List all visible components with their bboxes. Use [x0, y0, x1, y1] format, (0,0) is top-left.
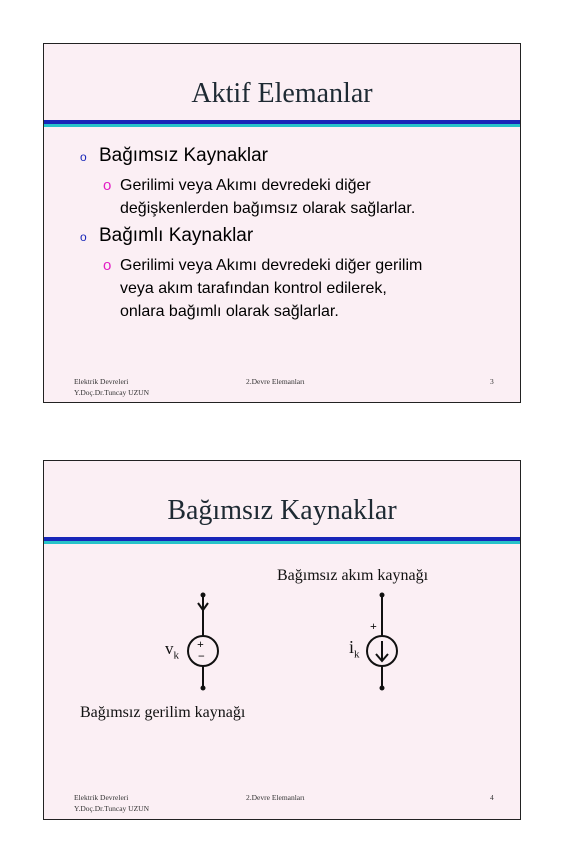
- bullet-text: Bağımsız Kaynaklar: [99, 145, 268, 166]
- hollow-circle-bullet-icon: o: [103, 177, 112, 194]
- minus-sign: −: [198, 649, 205, 663]
- sub-bullet-line: değişkenlerden bağımsız olarak sağlarlar.: [120, 200, 416, 217]
- current-source-label: Bağımsız akım kaynağı: [277, 567, 429, 584]
- bullet-bagimsiz-kaynaklar: [80, 145, 268, 167]
- footer-chapter: 2.Devre Elemanları: [246, 377, 305, 386]
- title-divider-cyan: [44, 541, 520, 544]
- bullet-bagimli-kaynaklar: [80, 225, 253, 247]
- sub-bullet-line: Gerilimi veya Akımı devredeki diğer gerilim: [120, 257, 423, 274]
- plus-sign: +: [370, 619, 377, 633]
- slide-aktif-elemanlar: [43, 43, 521, 403]
- footer-page-number: 4: [490, 793, 494, 802]
- sub-bullet-bagimli: [103, 254, 422, 323]
- voltage-symbol-sub: k: [173, 649, 179, 662]
- slide-title: Aktif Elemanlar: [191, 78, 373, 109]
- footer-course: Elektrik Devreleri: [74, 793, 129, 802]
- current-symbol-main: i: [349, 637, 355, 657]
- footer-author: Y.Doç.Dr.Tuncay UZUN: [74, 804, 149, 813]
- footer-course: Elektrik Devreleri: [74, 377, 129, 386]
- current-variable: [349, 637, 360, 661]
- voltage-source-label: Bağımsız gerilim kaynağı: [80, 704, 246, 721]
- circle-bullet-icon: o: [80, 230, 87, 244]
- sub-bullet-bagimsiz: [103, 174, 415, 220]
- footer-author: Y.Doç.Dr.Tuncay UZUN: [74, 388, 149, 397]
- hollow-circle-bullet-icon: o: [103, 257, 112, 274]
- slide-title: Bağımsız Kaynaklar: [167, 495, 397, 526]
- current-symbol-sub: k: [354, 648, 360, 661]
- footer-chapter: 2.Devre Elemanları: [246, 793, 305, 802]
- circle-bullet-icon: o: [80, 150, 87, 164]
- voltage-symbol-main: v: [165, 639, 174, 658]
- current-source-icon: [362, 592, 402, 692]
- sub-bullet-line: veya akım tarafından kontrol edilerek,: [120, 280, 387, 297]
- sub-bullet-line: onlara bağımlı olarak sağlarlar.: [120, 303, 339, 320]
- bullet-text: Bağımlı Kaynaklar: [99, 225, 254, 246]
- footer-left: [74, 792, 149, 814]
- voltage-variable: [165, 639, 179, 661]
- footer-left: [74, 376, 149, 398]
- title-divider-cyan: [44, 124, 520, 127]
- slide-bagimsiz-kaynaklar: [43, 460, 521, 820]
- plus-sign: +: [197, 637, 204, 651]
- sub-bullet-line: Gerilimi veya Akımı devredeki diğer: [120, 177, 371, 194]
- footer-page-number: 3: [490, 377, 494, 386]
